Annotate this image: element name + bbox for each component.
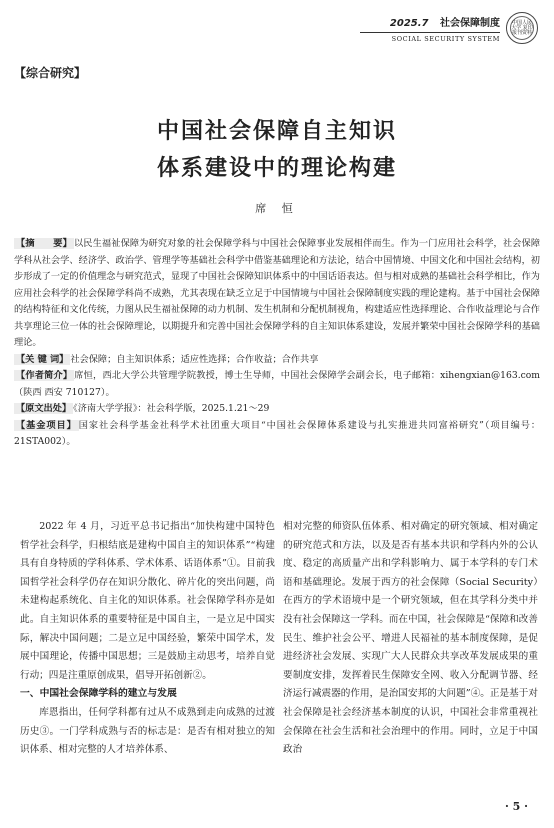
body-paragraph-1: 2022 年 4 月，习近平总书记指出“加快构建中国特色哲学社会科学，归根结底是建构中国自主的知识体系”“构建具有自身特质的学科体系、学术体系、话语体系”①。目前我国哲学社会科学仍存在知识分散化、碎片化的突出问题，尚未建构起系统化、自主化的知识体系。社会保障学科亦是如此。自主知识体系的重要特征是中国自主，一是立足中国实际，解决中国问题；二是立足中国经验，繁荣中国学术，发展中国理论，传播中国思想；三是鼓励主动思考，培养自觉行动；四是注重原创成果，倡导开拓创新②。 — [20, 521, 275, 681]
section-heading-1: 一、中国社会保障学科的建立与发展 — [20, 688, 177, 700]
journal-name-cn: 社会保障制度 — [440, 18, 500, 29]
issue-number: 2025.7 — [389, 18, 429, 29]
source-text: 《济南大学学报》：社会科学版，2025.1.21～29 — [73, 403, 270, 414]
abstract-text: 以民生福祉保障为研究对象的社会保障学科与中国社会保障事业发展相伴而生。作为一门应用社会科学，社会保障学科从社会学、经济学、政治学、管理学等基础社会科学中借鉴基础理论和方法论，结合中国情境、中国文化和中国社会结构，初步形成了一定的价值理念与研究范式，显现了中国社会保障知识体系中的中国话语表达。但与相对成熟的基础社会科学相比，作为应用社会科学的社会保障学科尚不成熟，尤其表现在缺乏立足于中国情境与中国社会保障制度实践的理论建构。基于中国社会保障的结构特征和文化传统，力图从民生福祉保障的动力机制、发生机制和分配机制视角，构建适应性选择理论、合作收益理论与合作共享理论三位一体的社会保障理论，以期提升和完善中国社会保障学科的自主知识体系建设，发展并繁荣中国社会保障学科的基础理论。 — [14, 238, 541, 348]
author-intro-label: 【作者简介】 — [16, 370, 73, 381]
fund-text: 国家社会科学基金社科学术社团重大项目“中国社会保障体系建设与扎实推进共同富裕研究”（项目编号：21STA002）。 — [14, 419, 541, 447]
title-line-2: 体系建设中的理论构建 — [156, 156, 397, 181]
author-name: 席 恒 — [255, 202, 299, 215]
abstract-label: 【摘 要】 — [16, 238, 72, 249]
body-paragraph-2: 库恩指出，任何学科都有过从不成熟到走向成熟的过渡历史③。一门学科成熟与否的标志是：是否有相对独立的知识体系、相对完整的人才培养体系、 — [20, 706, 275, 756]
section-tag: 【综合研究】 — [14, 66, 87, 80]
keywords-paragraph — [14, 352, 540, 369]
abstract-paragraph — [14, 236, 540, 352]
author-intro-paragraph — [14, 368, 540, 401]
keywords-text: 社会保障；自主知识体系；适应性选择；合作收益；合作共享 — [70, 353, 319, 365]
journal-name-en: SOCIAL SECURITY SYSTEM — [360, 32, 500, 43]
fund-label: 【基金项目】 — [16, 419, 77, 431]
page-number: · 5 · — [505, 800, 528, 813]
journal-title-line — [360, 14, 500, 29]
article-title — [0, 113, 554, 187]
source-paragraph — [14, 401, 540, 418]
journal-logo-text: 中国人民大学 复印报刊资料 — [510, 16, 534, 40]
body-paragraph-3: 相对完整的师资队伍体系、相对确定的研究领域、相对确定的研究范式和方法，以及是否有基本共识和学科内外的公认度、稳定的高质量产出和学科影响力、属于本学科的专门术语和基础理论。发展于西方的社会保障（Social Security）在西方的学术语境中是一个研究领域，但在其学科分类中并没有社会保障这一学科。而在中国，社会保障是“保障和改善民生、维护社会公平、增进人民福祉的基本制度保障，是促进经济社会发展、实现广大人民群众共享改革发展成果的重要制度安排，发挥着民生保障安全网、收入分配调节器、经济运行减震器的作用，是治国安邦的大问题”④。正是基于对社会保障是社会经济基本制度的认识，中国社会非常重视社会保障在社会生活和社会治理中的作用。同时，立足于中国政治 — [283, 521, 538, 756]
fund-paragraph — [14, 418, 540, 451]
abstract-block — [14, 236, 540, 451]
body-column-left — [20, 518, 275, 760]
journal-logo — [506, 12, 538, 44]
author-intro-text: 席恒，西北大学公共管理学院教授，博士生导师，中国社会保障学会副会长，电子邮箱：xihengxian@163.com（陕西 西安 710127）。 — [14, 370, 540, 398]
title-line-1: 中国社会保障自主知识 — [156, 119, 397, 144]
body-column-right — [283, 518, 538, 760]
journal-header — [360, 14, 500, 43]
keywords-label: 【关 键 词】 — [16, 353, 69, 365]
source-label: 【原文出处】 — [16, 403, 72, 414]
